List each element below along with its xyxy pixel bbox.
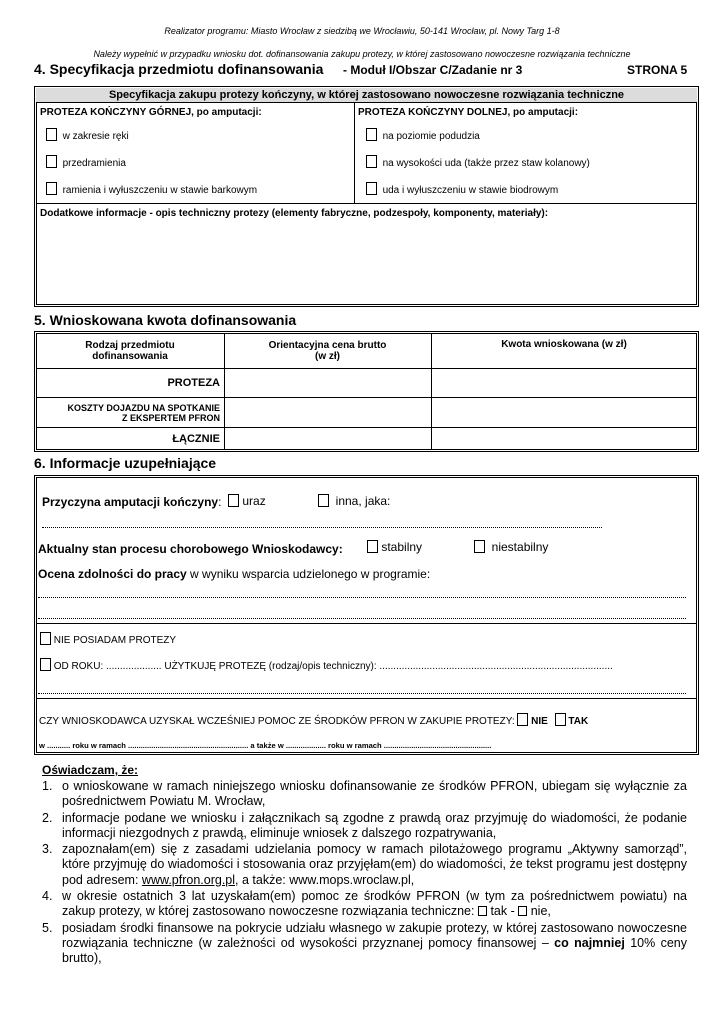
spec-table-title: Specyfikacja zakupu protezy kończyny, w której zastosowano nowoczesne rozwiązania techniczne — [36, 88, 697, 102]
col-type-header: Rodzaj przedmiotu dofinansowania — [85, 340, 175, 362]
upper-option-hand[interactable]: w zakresie ręki — [46, 128, 129, 142]
work-ability-line-1[interactable] — [38, 597, 686, 598]
checkbox-icon[interactable] — [40, 658, 51, 671]
declaration-item: 4. w okresie ostatnich 3 lat uzyskałam(em) pomoc ze środków PFRON (w tym za pośrednictwem powiatu) na zakup protezy, w której zastosowano nowoczesne rozwiązania techniczne: tak - nie, — [42, 889, 687, 919]
checkbox-icon[interactable] — [46, 155, 57, 168]
work-ability-label: Ocena zdolności do pracy w wyniku wsparcia udzielonego w programie: — [38, 567, 431, 581]
since-year-option[interactable]: OD ROKU: .................... UŻYTKUJĘ PROTEZĘ (rodzaj/opis techniczny): .................................................................................... — [40, 658, 613, 672]
amount-travel-field[interactable] — [433, 399, 695, 426]
cause-injury-option[interactable]: uraz — [228, 494, 266, 508]
lower-option-hip[interactable]: uda i wyłuszczeniu w stawie biodrowym — [366, 182, 558, 196]
declaration-item: 1. o wnioskowane w ramach niniejszego wniosku dofinansowanie ze środków PFRON, ubiegam się wyłącznie za pośrednictwem Powiatu M. Wrocław, — [42, 779, 687, 809]
amount-total-field[interactable] — [433, 429, 695, 449]
price-travel-field[interactable] — [226, 399, 429, 426]
checkbox-icon[interactable] — [474, 540, 485, 553]
pfron-link[interactable]: www.pfron.org.pl — [141, 872, 236, 887]
lower-option-shin[interactable]: na poziomie podudzia — [366, 128, 480, 142]
declaration-item: 5. posiadam środki finansowe na pokrycie udziału własnego w zakupie protezy, w której zastosowano nowoczesne rozwiązania techniczne (w zależności od wysokości przyznanej pomocy finansowej – co najmniej 10% ceny brutto), — [42, 920, 687, 966]
checkbox-icon[interactable] — [555, 713, 566, 726]
checkbox-icon[interactable] — [366, 128, 377, 141]
prosthesis-description-line[interactable] — [38, 693, 686, 694]
lower-limb-heading: PROTEZA KOŃCZYNY DOLNEJ, po amputacji: — [358, 107, 579, 118]
lower-option-thigh[interactable]: na wysokości uda (także przez staw kolanowy) — [366, 155, 590, 169]
checkbox-icon[interactable] — [318, 494, 329, 507]
work-ability-line-2[interactable] — [38, 618, 686, 619]
amputation-cause-row: Przyczyna amputacji kończyny: — [42, 495, 222, 509]
page-label: STRONA 5 — [627, 63, 688, 77]
pfron-years-row[interactable]: w ........... roku w ramach ......................................................... a także w ................... roku w ramach ................................................... — [39, 741, 492, 750]
upper-option-forearm[interactable]: przedramienia — [46, 155, 126, 169]
price-prosthesis-field[interactable] — [226, 370, 429, 396]
fill-note: Należy wypełnić w przypadku wniosku dot. dofinansowania zakupu protezy, w której zastosowano nowoczesne rozwiązania techniczne — [93, 49, 631, 59]
checkbox-icon[interactable] — [40, 632, 51, 645]
row-total-label: ŁĄCZNIE — [172, 433, 220, 445]
declaration-item: 3. zapoznałam(em) się z zasadami udzielania pomocy w ramach pilotażowego programu „Aktywny samorząd”, które przyjmuję do wiadomości i stosowania oraz przyjęłam(em) do wiadomości, że tekst programu jest dostępny pod adresem: www.pfron.org.pl, a także: www.mops.wroclaw.pl, — [42, 842, 687, 887]
section5-title: 5. Wnioskowana kwota dofinansowania — [34, 312, 297, 328]
col-price-header: Orientacyjna cena brutto (w zł) — [268, 340, 387, 362]
declaration-list — [42, 779, 687, 968]
checkbox-icon[interactable] — [517, 713, 528, 726]
row-travel-label: KOSZTY DOJAZDU NA SPOTKANIE Z EKSPERTEM PFRON — [67, 402, 220, 423]
amount-prosthesis-field[interactable] — [433, 370, 695, 396]
price-total-field[interactable] — [226, 429, 429, 449]
checkbox-icon[interactable] — [367, 540, 378, 553]
upper-limb-heading: PROTEZA KOŃCZYNY GÓRNEJ, po amputacji: — [40, 107, 262, 118]
checkbox-icon[interactable] — [518, 906, 527, 916]
info-box-inner — [36, 477, 697, 753]
status-stable-option[interactable]: stabilny — [367, 540, 422, 554]
additional-info-field[interactable] — [38, 222, 695, 302]
pfron-yes-label: TAK — [568, 716, 589, 727]
pfron-no-label: NIE — [531, 716, 548, 727]
checkbox-icon[interactable] — [478, 906, 487, 916]
section4-title: 4. Specyfikacja przedmiotu dofinansowania — [34, 61, 324, 77]
upper-option-shoulder[interactable]: ramienia i wyłuszczeniu w stawie barkowym — [46, 182, 257, 196]
declaration-heading: Oświadczam, że: — [42, 763, 139, 777]
pfron-question-row: CZY WNIOSKODAWCA UZYSKAŁ WCZEŚNIEJ POMOC ZE ŚRODKÓW PFRON W ZAKUPIE PROTEZY: NIE TAK — [39, 713, 588, 727]
cause-other-line[interactable] — [42, 527, 602, 528]
checkbox-icon[interactable] — [366, 182, 377, 195]
section6-title: 6. Informacje uzupełniające — [34, 455, 217, 471]
cause-other-option[interactable]: inna, jaka: — [318, 494, 390, 508]
checkbox-icon[interactable] — [46, 182, 57, 195]
realizator-text: Realizator programu: Miasto Wrocław z siedzibą we Wrocławiu, 50-141 Wrocław, pl. Nowy Targ 1-8 — [164, 26, 560, 36]
checkbox-icon[interactable] — [46, 128, 57, 141]
row-prosthesis-label: PROTEZA — [167, 377, 220, 389]
no-prosthesis-option[interactable]: NIE POSIADAM PROTEZY — [40, 632, 176, 646]
col-amount-header: Kwota wnioskowana (w zł) — [501, 339, 627, 350]
checkbox-icon[interactable] — [366, 155, 377, 168]
status-unstable-option[interactable]: niestabilny — [474, 540, 548, 554]
additional-info-label: Dodatkowe informacje - opis techniczny protezy (elementy fabryczne, podzespoły, komponenty, materiały): — [40, 208, 549, 219]
section4-module: - Moduł I/Obszar C/Zadanie nr 3 — [343, 63, 523, 77]
disease-status-label: Aktualny stan procesu chorobowego Wnioskodawcy: — [38, 542, 343, 556]
declaration-item: 2. informacje podane we wniosku i załącznikach są zgodne z prawdą oraz przyjmuję do wiadomości, że podanie informacji niezgodnych z prawdą, eliminuje wniosek z dalszego rozpatrywania, — [42, 810, 687, 840]
checkbox-icon[interactable] — [228, 494, 239, 507]
